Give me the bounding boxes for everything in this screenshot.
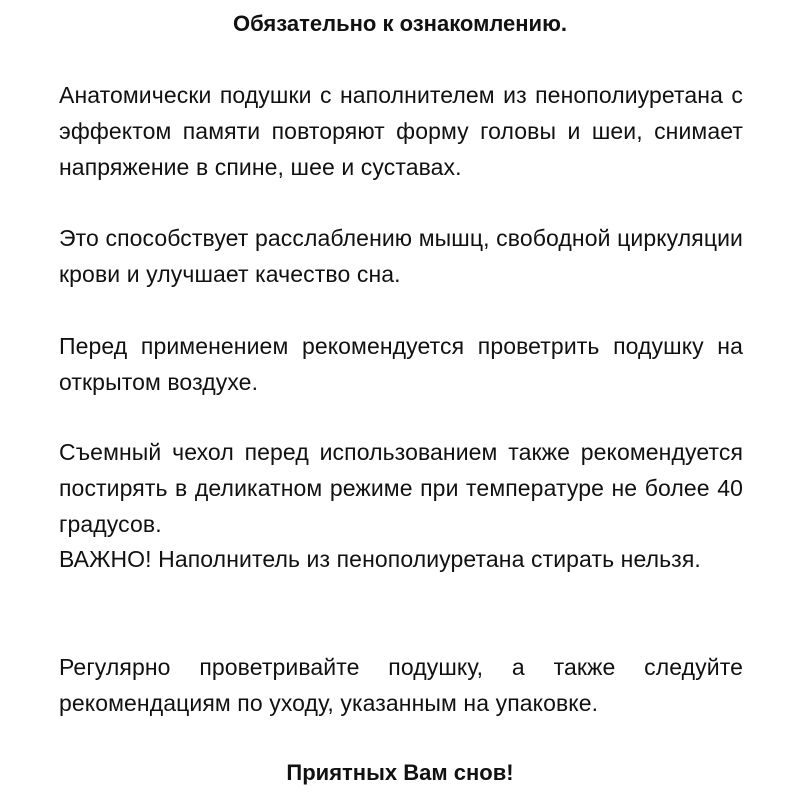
paragraph-airing-before-use: Перед применением рекомендуется проветрить подушку на открытом воздухе. <box>59 333 743 395</box>
paragraph-benefits: Это способствует расслаблению мышц, свободной циркуляции крови и улучшает качество сна. <box>59 225 743 287</box>
paragraph-care-recommendations: Регулярно проветривайте подушку, а также следуйте рекомендациям по уходу, указанным на упаковке. <box>59 654 743 716</box>
document-title: Обязательно к ознакомлению. <box>233 11 567 36</box>
paragraph-cover-washing: Съемный чехол перед использованием также рекомендуется постирять в деликатном режиме при температуре не более 40 градусов. <box>59 439 743 537</box>
paragraph-important-warning: ВАЖНО! Наполнитель из пенополиуретана стирать нельзя. <box>59 546 701 572</box>
closing-wish: Приятных Вам снов! <box>286 760 514 785</box>
paragraph-pillow-description: Анатомически подушки с наполнителем из пенополиуретана с эффектом памяти повторяют форму головы и шеи, снимает напряжение в спине, шее и суставах. <box>59 82 743 180</box>
